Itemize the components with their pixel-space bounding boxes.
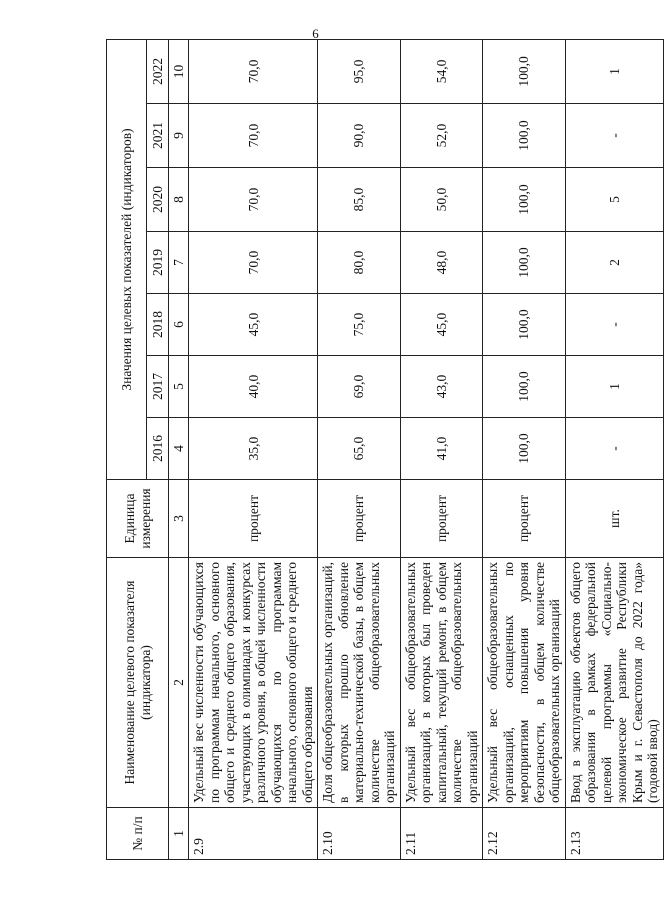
page-number: 6 [312, 26, 319, 41]
value-cell: 70,0 [189, 39, 318, 103]
table-row [318, 39, 401, 859]
row-number: 2.11 [400, 808, 483, 860]
value-cell: 1 [565, 39, 663, 103]
index-cell: 6 [169, 294, 189, 356]
row-number: 2.13 [565, 808, 663, 860]
header-year: 2019 [147, 232, 169, 294]
indicator-unit: шт. [565, 480, 663, 558]
value-cell: - [565, 294, 663, 356]
value-cell: 90,0 [318, 104, 401, 168]
indicator-name: Доля общеобразовательных организаций, в которых прошло обновление материально-технической базы, в общем количестве общеобразовательных организаций [318, 558, 401, 808]
value-cell: 5 [565, 168, 663, 232]
header-year: 2018 [147, 294, 169, 356]
value-cell: 100,0 [483, 418, 566, 480]
header-col-values: Значения целевых показателей (индикаторов) [107, 39, 147, 479]
header-year: 2020 [147, 168, 169, 232]
table-row [189, 39, 318, 859]
value-cell: 85,0 [318, 168, 401, 232]
value-cell: 40,0 [189, 356, 318, 418]
value-cell: 100,0 [483, 356, 566, 418]
indicator-unit: процент [400, 480, 483, 558]
header-year: 2017 [147, 356, 169, 418]
value-cell: 95,0 [318, 39, 401, 103]
index-row [169, 39, 189, 859]
indicators-table [106, 39, 664, 860]
value-cell: 100,0 [483, 39, 566, 103]
rotated-table-container [106, 40, 660, 860]
row-number: 2.10 [318, 808, 401, 860]
header-year: 2021 [147, 104, 169, 168]
value-cell: 35,0 [189, 418, 318, 480]
index-cell: 10 [169, 39, 189, 103]
value-cell: 45,0 [189, 294, 318, 356]
value-cell: - [565, 104, 663, 168]
indicator-name: Удельный вес численности обучающихся по программам начального, основного общего и среднего общего образования, участвующих в олимпиадах и конкурсах различного уровня, в общей численности обучающихся по программам начального, основного общего и среднего общего образования [189, 558, 318, 808]
index-cell: 8 [169, 168, 189, 232]
value-cell: 75,0 [318, 294, 401, 356]
header-col-name: Наименование целевого показателя (индикатора) [107, 558, 169, 808]
value-cell: 100,0 [483, 168, 566, 232]
value-cell: 100,0 [483, 294, 566, 356]
index-cell: 3 [169, 480, 189, 558]
header-col-no: № п/п [107, 808, 169, 860]
value-cell: 2 [565, 232, 663, 294]
index-cell: 2 [169, 558, 189, 808]
table-row [565, 39, 663, 859]
value-cell: 70,0 [189, 168, 318, 232]
index-cell: 4 [169, 418, 189, 480]
value-cell: 80,0 [318, 232, 401, 294]
indicator-unit: процент [189, 480, 318, 558]
row-number: 2.9 [189, 808, 318, 860]
indicator-name: Удельный вес общеобразовательных организаций, оснащенных по мероприятиям повышения уровня безопасности, в общем количестве общеобразовательных организаций [483, 558, 566, 808]
value-cell: - [565, 418, 663, 480]
header-col-unit: Единица измерения [107, 480, 169, 558]
value-cell: 52,0 [400, 104, 483, 168]
indicator-unit: процент [483, 480, 566, 558]
value-cell: 100,0 [483, 104, 566, 168]
value-cell: 50,0 [400, 168, 483, 232]
header-row-top [107, 39, 147, 859]
index-cell: 5 [169, 356, 189, 418]
value-cell: 41,0 [400, 418, 483, 480]
value-cell: 65,0 [318, 418, 401, 480]
value-cell: 70,0 [189, 232, 318, 294]
indicator-unit: процент [318, 480, 401, 558]
indicator-name: Ввод в эксплуатацию объектов общего образования в рамках федеральной целевой программы «Социально-экономическое развитие Республики Крым и г. Севастополя до 2022 года» (годовой ввод) [565, 558, 663, 808]
value-cell: 100,0 [483, 232, 566, 294]
value-cell: 69,0 [318, 356, 401, 418]
index-cell: 7 [169, 232, 189, 294]
row-number: 2.12 [483, 808, 566, 860]
value-cell: 70,0 [189, 104, 318, 168]
header-year: 2016 [147, 418, 169, 480]
value-cell: 45,0 [400, 294, 483, 356]
index-cell: 1 [169, 808, 189, 860]
indicator-name: Удельный вес общеобразовательных организаций, в которых был проведен капитальный, текущий ремонт, в общем количестве общеобразовательных организаций [400, 558, 483, 808]
header-year: 2022 [147, 39, 169, 103]
index-cell: 9 [169, 104, 189, 168]
table-row [400, 39, 483, 859]
value-cell: 48,0 [400, 232, 483, 294]
value-cell: 43,0 [400, 356, 483, 418]
value-cell: 54,0 [400, 39, 483, 103]
value-cell: 1 [565, 356, 663, 418]
table-row [483, 39, 566, 859]
